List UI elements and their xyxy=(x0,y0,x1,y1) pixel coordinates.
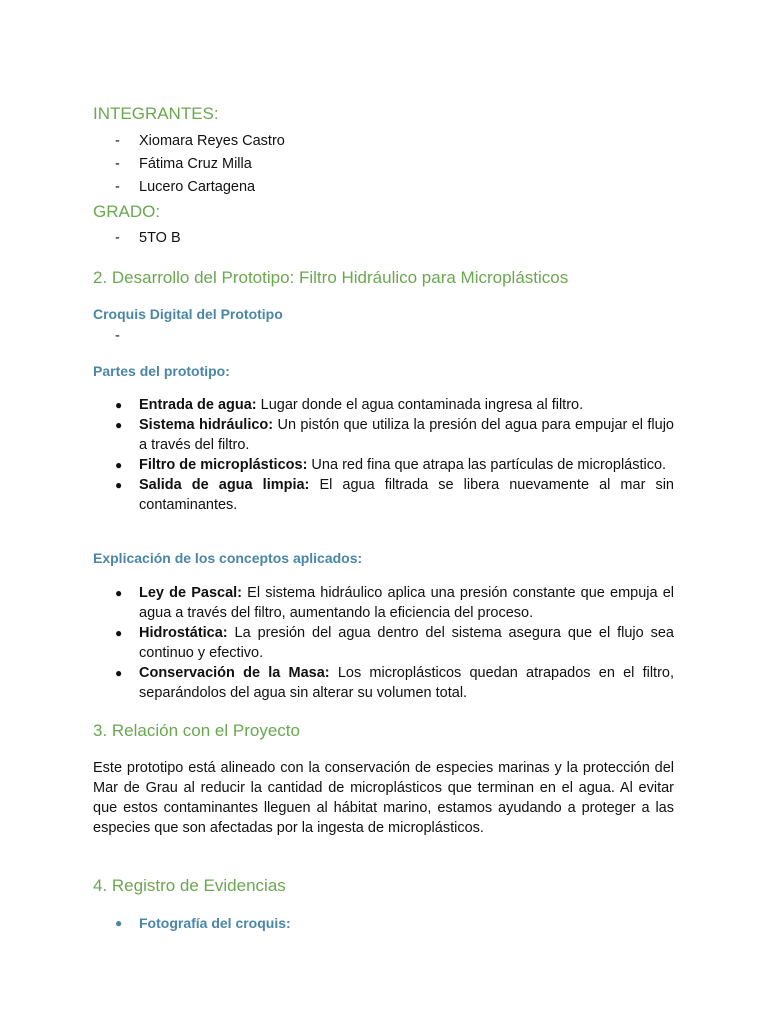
members-list xyxy=(93,130,674,199)
list-item: ● Entrada de agua: Lugar donde el agua contaminada ingresa al filtro. xyxy=(115,397,584,413)
list-item: ● Sistema hidráulico: Un pistón que utiliza la presión del agua para empujar el flujo a través del filtro. xyxy=(115,417,674,453)
list-item: ● Hidrostática: La presión del agua dentro del sistema asegura que el flujo sea continuo y efectivo. xyxy=(115,625,674,661)
list-item: ● Filtro de microplásticos: Una red fina que atrapa las partículas de microplástico. xyxy=(115,457,667,473)
partes-heading: Partes del prototipo: xyxy=(93,363,230,379)
evidencias-list xyxy=(93,913,674,933)
partes-list xyxy=(93,395,674,515)
list-item: ● Ley de Pascal: El sistema hidráulico aplica una presión constante que empuja el agua a través del filtro, aumentando la eficiencia del proceso. xyxy=(115,585,674,621)
section3-paragraph: Este prototipo está alineado con la conservación de especies marinas y la protección del Mar de Grau al reducir la cantidad de microplásticos que terminan en el agua. Al evitar que estos contaminantes lleguen al hábitat marino, estamos ayudando a proteger a las especies que son afectadas por la ingesta de microplásticos. xyxy=(93,760,674,836)
croquis-heading: Croquis Digital del Prototipo xyxy=(93,306,283,322)
list-item: - Xiomara Reyes Castro xyxy=(115,133,285,149)
grado-list xyxy=(93,227,674,250)
section3-heading: 3. Relación con el Proyecto xyxy=(93,721,300,740)
list-item: ● Conservación de la Masa: Los microplásticos quedan atrapados en el filtro, separándolos del agua sin alterar su volumen total. xyxy=(115,665,674,701)
list-item: ● Salida de agua limpia: El agua filtrada se libera nuevamente al mar sin contaminantes. xyxy=(115,477,674,513)
section2-heading: 2. Desarrollo del Prototipo: Filtro Hidráulico para Microplásticos xyxy=(93,268,569,287)
list-item: - Lucero Cartagena xyxy=(115,179,256,195)
document-page: INTEGRANTES: - Xiomara Reyes Castro - Fátima Cruz Milla - Lucero Cartagena GRADO: - 5TO B 2. Desarrollo del Prototipo: Filtro Hidráulico para Microplásticos Croquis Digital del Prototipo - Partes del prototipo: ● Entrada de agua: Lugar donde el agua contaminada ingresa al filtro. ● Sistema hidráulico: Un pistón que utiliza la presión del agua para empujar el flujo a través del filtro. ● Filtro de microplásticos: Una red fina que atrapa las partículas de microplástico. ● Salida de agua limpia: El agua filtrada se libera nuevamente al mar sin contaminantes. Explicación de los conceptos aplicados: ● Ley de Pascal: El sistema hidráulico aplica una presión constante que empuja el agua a través del filtro, aumentando la eficiencia del proceso. ● Hidrostática: La presión del agua dentro del sistema asegura que el flujo sea continuo y efectivo. ● Conservación de la Masa: Los microplásticos quedan atrapados en el filtro, separándolos del agua sin alterar su volumen total. 3. Relación con el Proyecto Este prototipo está alineado con la conservación de especies marinas y la protección del Mar de Grau al reducir la cantidad de microplásticos que terminan en el agua. Al evitar que estos contaminantes lleguen al hábitat marino, estamos ayudando a proteger a las especies que son afectadas por la ingesta de microplásticos. 4. Registro de Evidencias ● Fotografía del croquis: xyxy=(93,104,674,931)
grado-heading: GRADO: xyxy=(93,202,161,221)
list-item: - 5TO B xyxy=(115,230,181,246)
list-item: - Fátima Cruz Milla xyxy=(115,156,252,172)
list-item: ● Fotografía del croquis: xyxy=(115,915,291,931)
conceptos-heading: Explicación de los conceptos aplicados: xyxy=(93,550,363,566)
section4-heading: 4. Registro de Evidencias xyxy=(93,876,286,895)
integrantes-heading: INTEGRANTES: xyxy=(93,104,219,123)
conceptos-list xyxy=(93,583,674,703)
